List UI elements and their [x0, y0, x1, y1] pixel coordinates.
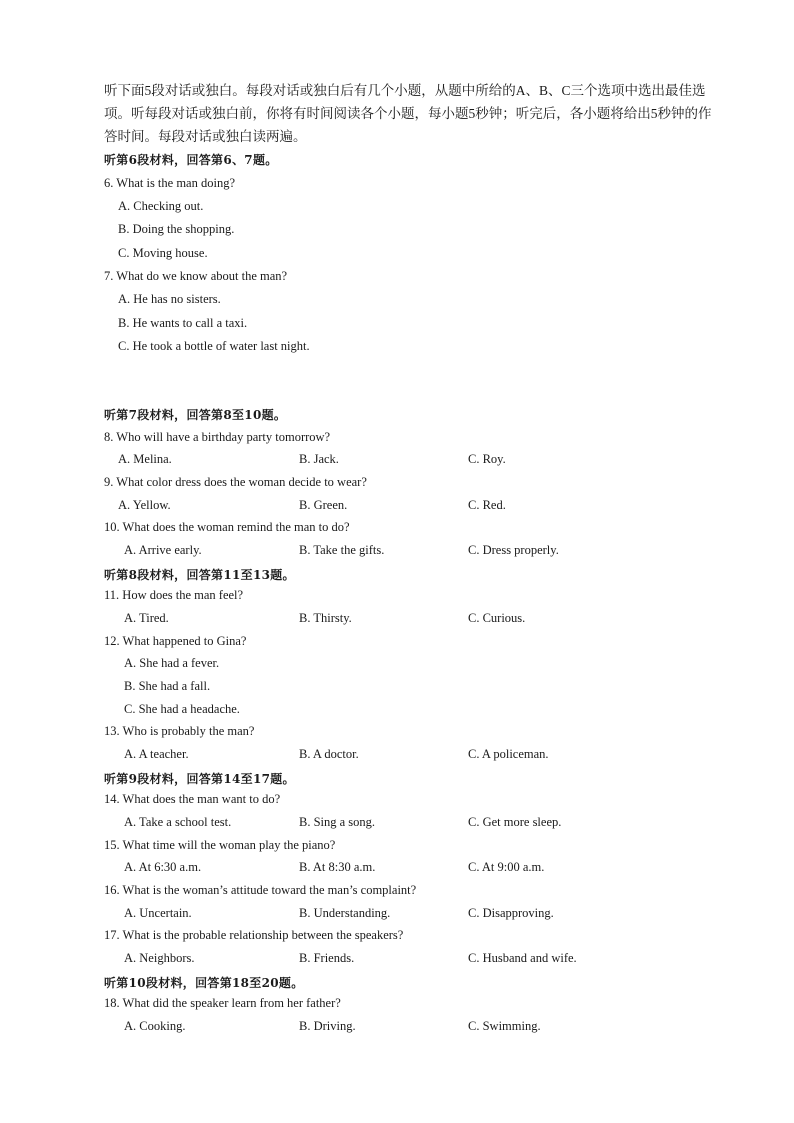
- option-17a: A. Neighbors.: [124, 951, 195, 965]
- option-12a: A. She had a fever.: [124, 656, 220, 670]
- option-17b: B. Friends.: [299, 951, 355, 965]
- option-6b: B. Doing the shopping.: [118, 222, 235, 236]
- section-header-8: 听第8段材料，回答第11至13题。: [104, 568, 295, 582]
- option-16a: A. Uncertain.: [124, 906, 192, 920]
- option-10a: A. Arrive early.: [124, 543, 202, 557]
- option-8c: C. Roy.: [468, 452, 506, 466]
- question-8: 8. Who will have a birthday party tomorrow?: [104, 430, 331, 444]
- option-9b: B. Green.: [299, 498, 348, 512]
- option-11a: A. Tired.: [124, 611, 169, 625]
- listening-instructions: 听下面5段对话或独白。每段对话或独白后有几个小题，从题中所给的A、B、C三个选项中选出最佳选项。听每段对话或独白前，你将有时间阅读各个小题，每小题5秒钟；听完后，各小题将给出5秒钟的作答时间。每段对话或独白读两遍。: [104, 83, 712, 144]
- option-10c: C. Dress properly.: [468, 543, 559, 557]
- option-15c: C. At 9:00 a.m.: [468, 860, 545, 874]
- question-16: 16. What is the woman’s attitude toward the man’s complaint?: [104, 883, 417, 897]
- question-13: 13. Who is probably the man?: [104, 724, 255, 738]
- option-18c: C. Swimming.: [468, 1019, 541, 1033]
- option-7b: B. He wants to call a taxi.: [118, 316, 248, 330]
- option-12b: B. She had a fall.: [124, 679, 211, 693]
- option-8b: B. Jack.: [299, 452, 339, 466]
- option-14c: C. Get more sleep.: [468, 815, 562, 829]
- option-12c: C. She had a headache.: [124, 702, 240, 716]
- question-10: 10. What does the woman remind the man to do?: [104, 520, 350, 534]
- option-18b: B. Driving.: [299, 1019, 356, 1033]
- option-16b: B. Understanding.: [299, 906, 391, 920]
- section-header-6: 听第6段材料，回答第6、7题。: [104, 153, 278, 167]
- option-11b: B. Thirsty.: [299, 611, 352, 625]
- option-10b: B. Take the gifts.: [299, 543, 385, 557]
- question-17: 17. What is the probable relationship between the speakers?: [104, 928, 404, 942]
- option-9a: A. Yellow.: [118, 498, 171, 512]
- question-9: 9. What color dress does the woman decide to wear?: [104, 475, 367, 489]
- question-7: 7. What do we know about the man?: [104, 269, 288, 283]
- section-header-10: 听第10段材料，回答第18至20题。: [104, 976, 304, 990]
- option-16c: C. Disapproving.: [468, 906, 554, 920]
- option-13a: A. A teacher.: [124, 747, 189, 761]
- question-11: 11. How does the man feel?: [104, 588, 244, 602]
- option-11c: C. Curious.: [468, 611, 526, 625]
- question-6: 6. What is the man doing?: [104, 176, 235, 190]
- option-13c: C. A policeman.: [468, 747, 549, 761]
- option-8a: A. Melina.: [118, 452, 172, 466]
- question-18: 18. What did the speaker learn from her father?: [104, 996, 341, 1010]
- option-6c: C. Moving house.: [118, 246, 208, 260]
- option-14b: B. Sing a song.: [299, 815, 376, 829]
- question-12: 12. What happened to Gina?: [104, 634, 247, 648]
- section-header-9: 听第9段材料，回答第14至17题。: [104, 772, 295, 786]
- option-13b: B. A doctor.: [299, 747, 359, 761]
- option-7a: A. He has no sisters.: [118, 292, 221, 306]
- option-7c: C. He took a bottle of water last night.: [118, 339, 310, 353]
- option-18a: A. Cooking.: [124, 1019, 186, 1033]
- option-9c: C. Red.: [468, 498, 506, 512]
- option-15b: B. At 8:30 a.m.: [299, 860, 376, 874]
- question-15: 15. What time will the woman play the piano?: [104, 838, 336, 852]
- option-6a: A. Checking out.: [118, 199, 204, 213]
- option-17c: C. Husband and wife.: [468, 951, 577, 965]
- section-header-7: 听第7段材料，回答第8至10题。: [104, 408, 287, 422]
- option-15a: A. At 6:30 a.m.: [124, 860, 202, 874]
- option-14a: A. Take a school test.: [124, 815, 232, 829]
- question-14: 14. What does the man want to do?: [104, 792, 281, 806]
